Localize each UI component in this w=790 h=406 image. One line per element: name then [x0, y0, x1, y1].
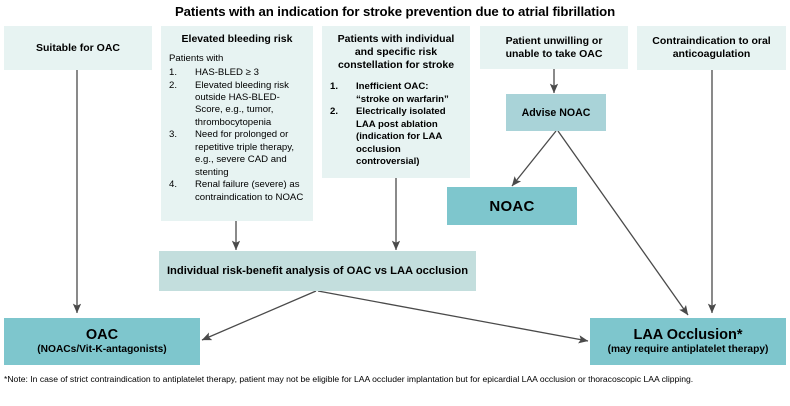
list-item	[330, 106, 462, 168]
list-item	[169, 129, 305, 179]
box-elevated-bleeding-risk[interactable]	[161, 26, 313, 221]
box-elevated-bleeding-risk-list	[169, 67, 305, 204]
list-item-text: Elevated bleeding risk outside HAS-BLED-Score, e.g., tumor, thrombocytopenia	[195, 79, 289, 128]
box-advise-noac[interactable]	[506, 94, 606, 131]
box-contraindication-heading: Contraindication to oral anticoagulation	[652, 35, 771, 60]
list-marker: 1.	[169, 67, 178, 79]
list-item-text: Electrically isolated LAA post ablation (indication for LAA occlusion controversial)	[356, 106, 446, 168]
box-noac[interactable]	[447, 187, 577, 225]
list-item	[330, 81, 462, 106]
box-individual-specific-risk-list	[330, 81, 462, 168]
box-laa-occlusion-outcome-content	[590, 318, 786, 365]
box-advise-noac-label: Advise NOAC	[521, 106, 591, 119]
footnote-note: *Note: In case of strict contraindication to antiplatelet therapy, patient may not be eligible for LAA occluder implantation but for epicardial LAA occlusion or thoracoscopic LAA clipping.	[4, 374, 694, 384]
box-elevated-bleeding-risk-heading: Elevated bleeding risk	[181, 33, 293, 45]
list-item-text: Need for prolonged or repetitive triple therapy, e.g., severe CAD and stenting	[195, 129, 295, 178]
box-oac-outcome-subtitle: (NOACs/Vit-K-antagonists)	[37, 344, 167, 356]
box-contraindication-oral-anticoagulation[interactable]	[637, 26, 786, 70]
box-suitable-for-oac[interactable]	[4, 26, 152, 70]
list-item-text: Renal failure (severe) as contraindication to NOAC	[195, 179, 304, 203]
list-item-text: Inefficient OAC: “stroke on warfarin”	[356, 81, 449, 105]
box-patient-unwilling-heading: Patient unwilling or unable to take OAC	[505, 34, 603, 60]
box-risk-benefit-analysis[interactable]	[159, 251, 476, 291]
box-laa-occlusion-outcome[interactable]	[590, 318, 786, 365]
list-marker: 1.	[330, 81, 339, 93]
list-marker: 2.	[330, 106, 339, 118]
list-marker: 4.	[169, 179, 178, 191]
box-individual-specific-risk[interactable]	[322, 26, 470, 178]
list-item	[169, 67, 305, 79]
list-marker: 3.	[169, 129, 178, 141]
box-laa-occlusion-outcome-subtitle: (may require antiplatelet therapy)	[607, 344, 769, 356]
box-suitable-for-oac-heading: Suitable for OAC	[35, 41, 120, 54]
box-risk-benefit-analysis-label: Individual risk-benefit analysis of OAC vs LAA occlusion	[166, 265, 469, 277]
box-elevated-bleeding-risk-intro: Patients with	[169, 52, 224, 64]
box-noac-label: NOAC	[489, 197, 535, 215]
box-individual-specific-risk-heading: Patients with individual and specific risk constellation for stroke	[337, 33, 455, 71]
box-oac-outcome[interactable]	[4, 318, 200, 365]
box-laa-occlusion-outcome-title: LAA Occlusion*	[633, 326, 743, 343]
box-patient-unwilling[interactable]	[480, 26, 628, 69]
list-item	[169, 80, 305, 130]
list-item-text: HAS-BLED ≥ 3	[195, 67, 259, 79]
list-item	[169, 179, 305, 204]
page-title: Patients with an indication for stroke prevention due to atrial fibrillation	[174, 4, 616, 19]
box-oac-outcome-content	[4, 318, 200, 365]
list-marker: 2.	[169, 79, 178, 91]
box-oac-outcome-title: OAC	[85, 326, 119, 343]
